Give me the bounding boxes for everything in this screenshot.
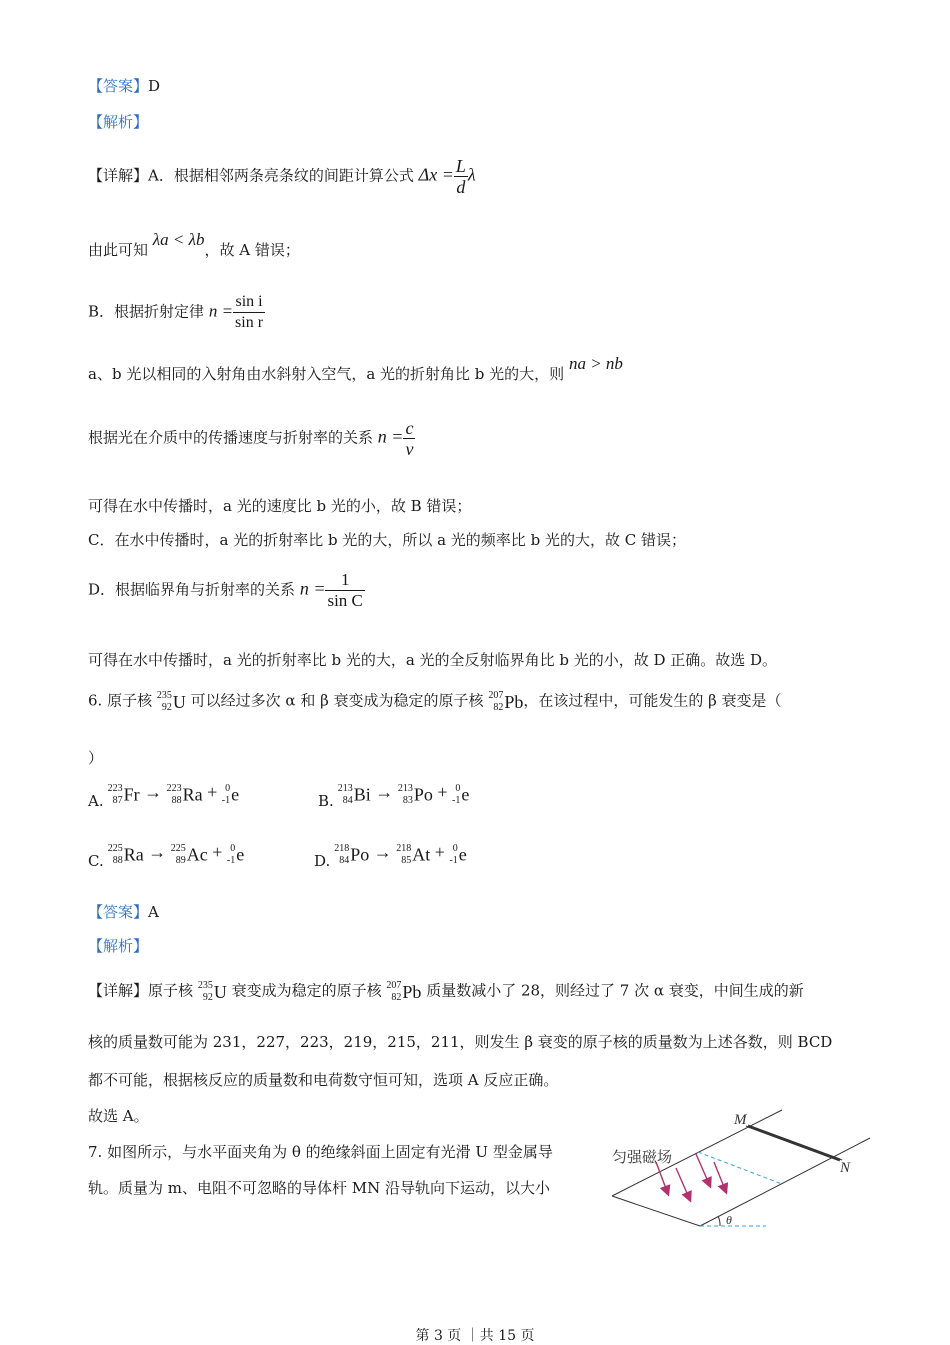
reaction-operator: +: [432, 782, 452, 802]
option-label: A.: [88, 792, 104, 810]
nuclide: 225 88 Ra: [107, 842, 144, 866]
q5-option-d-line: [88, 570, 365, 611]
field-arrow: [696, 1154, 710, 1186]
q5-b4-text: 可得在水中传播时，a 光的速度比 b 光的小，故 B 错误；: [88, 497, 472, 515]
q5-b2-text: a、b 光以相同的入射角由水斜射入空气，a 光的折射角比 b 光的大，则: [88, 365, 565, 383]
nuclide: 0 -1 e: [226, 842, 245, 866]
reaction-operator: →: [370, 782, 398, 802]
q6-detail-line1: [88, 980, 804, 1004]
q5-option-b-line: [88, 292, 265, 333]
q6-option-d: [314, 842, 467, 870]
q5-b-explain: [88, 354, 623, 384]
q5-answer: D: [148, 77, 161, 95]
q5-b3-den: v: [405, 439, 414, 459]
dashed-line: [698, 1152, 782, 1184]
q6-nuclide-pb: 207 82 Pb: [488, 690, 524, 713]
q5-d-num: 1: [325, 570, 364, 591]
reaction-operator: +: [430, 842, 450, 862]
nuclide: 223 88 Ra: [166, 782, 203, 806]
reaction-operator: →: [369, 842, 397, 862]
q5-option-a-line: [88, 156, 476, 197]
q6-detail-line3: 都不可能，根据核反应的质量数和电荷数守恒可知，选项 A 反应正确。: [88, 1071, 559, 1089]
q5-b3-num: c: [405, 418, 414, 438]
q6-option-c: [88, 842, 245, 870]
reaction-operator: →: [139, 782, 167, 802]
q5-a-text: A．根据相邻两条亮条纹的间距计算公式: [148, 166, 414, 185]
q5-conclude-prefix: 由此可知: [88, 241, 149, 259]
q5-b-fraction: [233, 292, 265, 333]
q7-stem-line2: 轨。质量为 m、电阻不可忽略的导体杆 MN 沿导轨向下运动，以大小: [88, 1179, 551, 1197]
reaction-operator: +: [202, 782, 222, 802]
q7-incline-figure: [606, 1104, 876, 1234]
nuclide: 0 -1 e: [449, 842, 467, 866]
nuclide: 218 84 Po: [334, 842, 370, 866]
q5-b-lhs: n =: [208, 301, 234, 321]
q6-option-b: [318, 782, 470, 810]
q6-option-a: [88, 782, 240, 810]
rod-mn: [748, 1126, 840, 1160]
q6-stem: [88, 690, 782, 714]
q5-c-text: C．在水中传播时，a 光的折射率比 b 光的大，所以 a 光的频率比 b 光的大，故 C 错误；: [88, 531, 686, 549]
q6-detail-nuclide-u: 235 92 U: [197, 980, 227, 1003]
q6-detail-b: 衰变成为稳定的原子核: [231, 981, 382, 1000]
detail-label: 【详解】: [88, 166, 149, 185]
q5-d-den: sin C: [327, 591, 363, 610]
field-arrow: [714, 1162, 726, 1192]
q5-d-lhs: n =: [299, 578, 326, 599]
angle-arc: [718, 1216, 720, 1226]
q6-detail-c: 质量数减小了 28，则经过了 7 次 α 衰变，中间生成的新: [426, 981, 804, 1000]
q5-answer-line: [88, 76, 160, 96]
q6-analysis-label: 【解析】: [88, 937, 149, 955]
q5-conclude-math: λa < λb: [152, 230, 205, 249]
q5-b3-text: 根据光在介质中的传播速度与折射率的关系: [88, 428, 374, 447]
q5-a-formula-fraction: [454, 156, 468, 197]
q5-b-den: sin r: [235, 314, 264, 331]
q5-d-text: D．根据临界角与折射率的关系: [88, 580, 296, 599]
incline-left-edge: [612, 1196, 700, 1226]
reaction-operator: +: [207, 842, 227, 862]
page-footer: 第 3 页 ｜共 15 页: [415, 1328, 535, 1344]
q5-b-num: sin i: [233, 292, 265, 313]
q5-a-num: L: [455, 156, 466, 176]
option-label: B.: [318, 792, 334, 810]
reaction-operator: →: [143, 842, 171, 862]
q5-b2-math: na > nb: [568, 354, 623, 373]
q6-nuclide-u: 235 92 U: [156, 690, 186, 713]
q5-speed-relation: [88, 418, 415, 459]
nuclide: 218 85 At: [396, 842, 431, 866]
q5-b3-lhs: n =: [377, 426, 404, 447]
q5-d2-text: 可得在水中传播时，a 光的折射率比 b 光的大，a 光的全反射临界角比 b 光的小，故 D 正确。故选 D。: [88, 651, 778, 669]
nuclide: 223 87 Fr: [107, 782, 140, 806]
nuclide: 213 83 Po: [397, 782, 433, 806]
q5-a-formula-lhs: Δx =: [418, 164, 454, 185]
theta-label: θ: [726, 1213, 732, 1227]
nuclide: 225 89 Ac: [170, 842, 208, 866]
field-arrow: [656, 1162, 668, 1194]
q5-a-den: d: [456, 177, 466, 197]
option-label: C.: [88, 852, 104, 870]
q5-conclude-suffix: ，故 A 错误；: [204, 241, 300, 259]
q6-stem-close: ）: [88, 749, 104, 767]
nuclide: 213 84 Bi: [337, 782, 371, 806]
q5-conclusion-a: [88, 230, 300, 260]
q6-stem-b: 可以经过多次 α 和 β 衰变成为稳定的原子核: [190, 691, 484, 710]
q5-a-formula-tail: λ: [467, 164, 476, 185]
q6-stem-c: ，在该过程中，可能发生的 β 衰变是（: [523, 691, 782, 710]
q6-detail-nuclide-pb: 207 82 Pb: [386, 980, 422, 1003]
m-label: M: [734, 1112, 747, 1128]
nuclide: 0 -1 e: [451, 782, 470, 806]
field-arrow: [676, 1168, 690, 1200]
q6-answer: A: [148, 903, 159, 921]
n-label: N: [840, 1160, 851, 1176]
answer-label: 【答案】: [88, 903, 149, 921]
q6-detail-a: 原子核: [148, 981, 194, 1000]
answer-label: 【答案】: [88, 77, 149, 95]
detail-label: 【详解】: [88, 981, 149, 1000]
field-label: 匀强磁场: [612, 1148, 673, 1166]
q5-b-text: B．根据折射定律: [88, 302, 205, 321]
option-label: D.: [314, 852, 331, 870]
q5-d-fraction: [325, 570, 364, 611]
q7-stem-line1: 7. 如图所示，与水平面夹角为 θ 的绝缘斜面上固定有光滑 U 型金属导: [88, 1143, 553, 1161]
q6-detail-line2: 核的质量数可能为 231，227，223，219，215，211，则发生 β 衰变的原子核的质量数为上述各数，则 BCD: [88, 1033, 833, 1051]
q5-b3-fraction: [403, 418, 415, 459]
q5-analysis-label: 【解析】: [88, 113, 149, 131]
q6-stem-a: 6. 原子核: [88, 691, 153, 710]
nuclide: 0 -1 e: [221, 782, 240, 806]
q6-detail-line4: 故选 A。: [88, 1107, 149, 1125]
q6-answer-line: [88, 902, 159, 922]
